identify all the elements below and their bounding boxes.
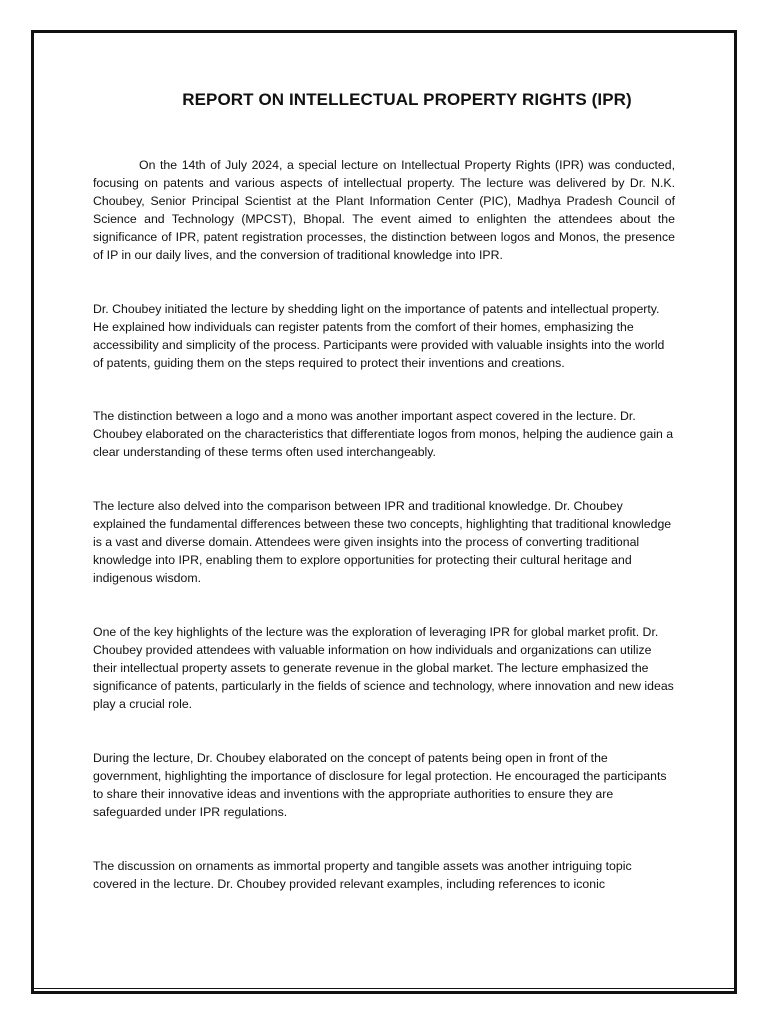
page-border-bottom-rule: [34, 988, 734, 989]
paragraph-traditional-knowledge: The lecture also delved into the comparison between IPR and traditional knowledge. Dr. Choubey explained the fundamental differences between these two concepts, highlighting that traditional knowledge is a vast and diverse domain. Attendees were given insights into the process of converting traditional knowledge into IPR, enabling them to explore opportunities for protecting their cultural heritage and indigenous wisdom.: [93, 499, 672, 585]
report-title: REPORT ON INTELLECTUAL PROPERTY RIGHTS (IPR): [182, 90, 632, 109]
paragraph-global-market: One of the key highlights of the lecture was the exploration of leveraging IPR for global market profit. Dr. Choubey provided attendees with valuable information on how individuals and organizations can utilize their intellectual property assets to generate revenue in the global market. The lecture emphasized the significance of patents, particularly in the fields of science and technology, where innovation and new ideas play a crucial role.: [93, 625, 674, 711]
paragraph-patents-importance: Dr. Choubey initiated the lecture by shedding light on the importance of patents and intellectual property. He explained how individuals can register patents from the comfort of their homes, emphasizing the accessibility and simplicity of the process. Participants were provided with valuable insights into the world of patents, guiding them on the steps required to protect their inventions and creations.: [93, 302, 665, 370]
report-body: [93, 156, 675, 929]
paragraph-disclosure: During the lecture, Dr. Choubey elaborated on the concept of patents being open in front of the government, highlighting the importance of disclosure for legal protection. He encouraged the participants to share their innovative ideas and inventions with the appropriate authorities to ensure they are safeguarded under IPR regulations.: [93, 751, 667, 819]
paragraph-logo-vs-mono: The distinction between a logo and a mono was another important aspect covered in the lecture. Dr. Choubey elaborated on the characteristics that differentiate logos from monos, helping the audience gain a clear understanding of these terms often used interchangeably.: [93, 409, 674, 459]
paragraph-ornaments: The discussion on ornaments as immortal property and tangible assets was another intriguing topic covered in the lecture. Dr. Choubey provided relevant examples, including references to iconic: [93, 859, 632, 891]
paragraph-intro: On the 14th of July 2024, a special lecture on Intellectual Property Rights (IPR) was conducted, focusing on patents and various aspects of intellectual property. The lecture was delivered by Dr. N.K. Choubey, Senior Principal Scientist at the Plant Information Center (PIC), Madhya Pradesh Council of Science and Technology (MPCST), Bhopal. The event aimed to enlighten the attendees about the significance of IPR, patent registration processes, the distinction between logos and Monos, the presence of IP in our daily lives, and the conversion of traditional knowledge into IPR.: [93, 158, 675, 262]
